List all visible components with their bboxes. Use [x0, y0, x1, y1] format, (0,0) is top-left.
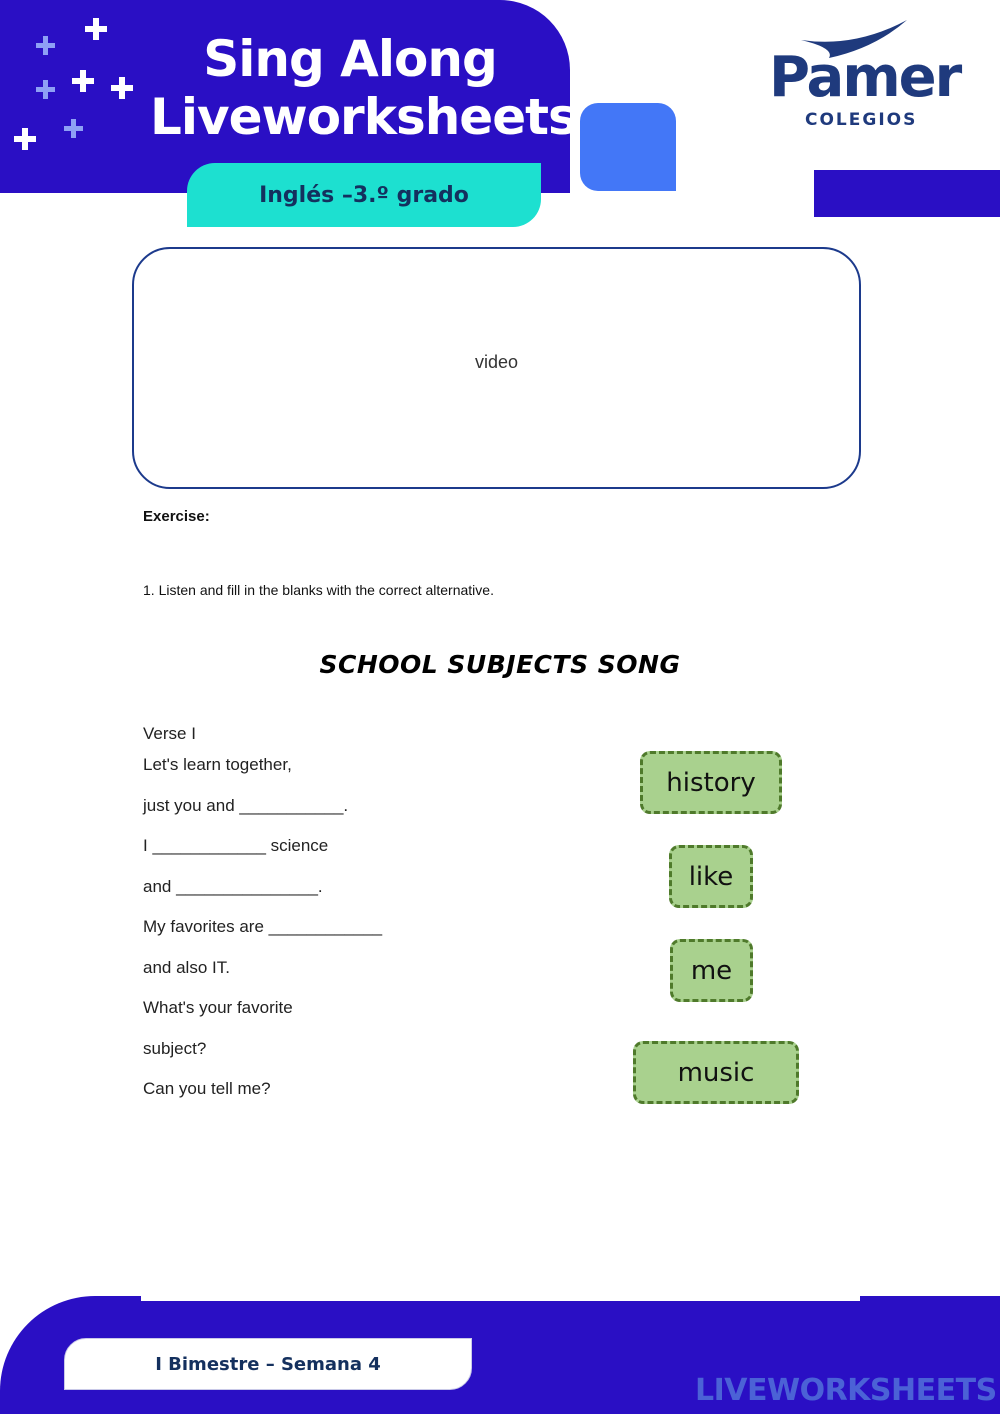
video-label: video — [474, 351, 519, 372]
exercise-label: Exercise: — [143, 508, 210, 525]
liveworksheets-logo-icon — [692, 1377, 693, 1403]
title-line-1: Sing Along — [203, 30, 497, 88]
period-label: I Bimestre – Semana 4 — [155, 1353, 381, 1375]
lyric-line-blank[interactable]: and _______________. — [143, 877, 323, 896]
liveworksheets-wordmark: LIVEWORKSHEETS — [695, 1372, 997, 1408]
lyric-line: Can you tell me? — [143, 1079, 271, 1098]
lyric-line-blank[interactable]: just you and ___________. — [143, 796, 349, 815]
logo-name: Pamer — [769, 45, 961, 110]
title-line-2: Liveworksheets — [150, 88, 577, 146]
lyric-line: What's your favorite — [143, 998, 293, 1017]
song-title: SCHOOL SUBJECTS SONG — [319, 650, 681, 679]
word-card-history[interactable]: history — [640, 751, 782, 814]
grade-tab — [187, 163, 541, 227]
video-player[interactable] — [132, 247, 861, 489]
logo-subtitle: COLEGIOS — [805, 110, 918, 130]
pamer-logo — [765, 18, 965, 138]
lyric-line: Let's learn together, — [143, 755, 292, 774]
lyric-line-blank[interactable]: I ____________ science — [143, 836, 329, 855]
exercise-instruction: 1. Listen and fill in the blanks with the correct alternative. — [143, 582, 494, 598]
sparkles-decoration-icon — [0, 0, 150, 170]
decorative-bar — [814, 170, 1000, 217]
word-card-me[interactable]: me — [670, 939, 753, 1002]
word-card-music[interactable]: music — [633, 1041, 799, 1104]
decorative-square — [580, 103, 676, 191]
word-card-like[interactable]: like — [669, 845, 753, 908]
lyric-line: subject? — [143, 1039, 207, 1058]
worksheet-title — [150, 30, 577, 146]
grade-label: Inglés –3.º grado — [259, 182, 469, 208]
lyric-line-blank[interactable]: My favorites are ____________ — [143, 917, 383, 936]
footer-divider — [141, 1296, 860, 1301]
lyric-line: and also IT. — [143, 958, 230, 977]
liveworksheets-brand — [692, 1372, 997, 1408]
verse-heading: Verse I — [143, 724, 196, 743]
period-tab — [64, 1338, 472, 1390]
